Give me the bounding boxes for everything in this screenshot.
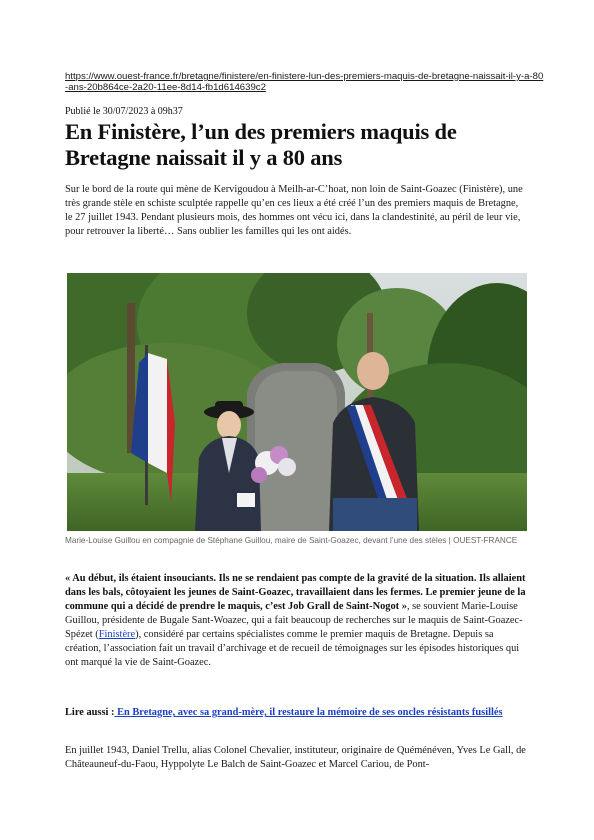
article-paragraph: En juillet 1943, Daniel Trellu, alias Colonel Chevalier, instituteur, originaire de Quéménéven, Yves Le Gall, de Châteauneuf-du-Faou, Hyppolyte Le Balch de Saint-Goazec et Marcel Cariou, de Pont- — [65, 745, 526, 770]
source-url[interactable]: https://www.ouest-france.fr/bretagne/finistere/en-finistere-lun-des-premiers-maquis-de-bretagne-naissait-il-y-a-80-ans-20b864ce-2a20-11ee-8d14-fb1d614639c2 — [65, 71, 544, 93]
quote-text-after-link: ), considéré par certains spécialistes comme le premier maquis de Bretagne. Depuis sa création, l’association fait un travail d’archivage et de recueil de témoignages sur les épisodes historiques qui ont marqué la vie de Saint-Goazec. — [65, 629, 520, 668]
photo-caption: Marie-Louise Guillou en compagnie de Stéphane Guillou, maire de Saint-Goazec, devant l’une des stèles | OUEST-FRANCE — [65, 536, 518, 545]
quote-bold-text: « Au début, ils étaient insouciants. Ils ne se rendaient pas compte de la gravité de la situation. Ils allaient dans les bals, côtoyaient les jeunes de Saint-Goazec, travaillaient dans les fermes. Le premier jeune de la commune qui a décidé de prendre le maquis, c’est Job Grall de Saint-Nogot » — [65, 573, 526, 612]
photo-illustration — [67, 273, 527, 531]
article-photo — [67, 273, 527, 531]
quote-text-before-link: , se souvient Marie-Louise Guillou, présidente de Bugale Sant-Woazec, qui a fait beaucoup de recherches sur le maquis de Saint-Goazec-Spézet ( — [65, 601, 523, 640]
published-date: Publié le 30/07/2023 à 09h37 — [65, 106, 183, 117]
article-headline: En Finistère, l’un des premiers maquis de Bretagne naissait il y a 80 ans — [65, 119, 457, 170]
read-also-link[interactable]: En Bretagne, avec sa grand-mère, il restaure la mémoire de ses oncles résistants fusillés — [114, 707, 503, 718]
read-also-label: Lire aussi : — [65, 707, 115, 718]
article-intro: Sur le bord de la route qui mène de Kervigoudou à Meilh-ar-C’hoat, non loin de Saint-Goazec (Finistère), une très grande stèle en schiste sculptée rappelle qu’en ces lieux a été créé l’un des premiers maquis de Bretagne, le 27 juillet 1943. Pendant plusieurs mois, des hommes ont vécu ici, dans la clandestinité, au péril de leur vie, pour retrouver la liberté… Sans oublier les familles qui les ont aidés. — [65, 184, 523, 237]
read-also — [65, 706, 527, 720]
finistere-link[interactable]: Finistère — [98, 629, 136, 640]
quote-paragraph — [65, 572, 527, 670]
